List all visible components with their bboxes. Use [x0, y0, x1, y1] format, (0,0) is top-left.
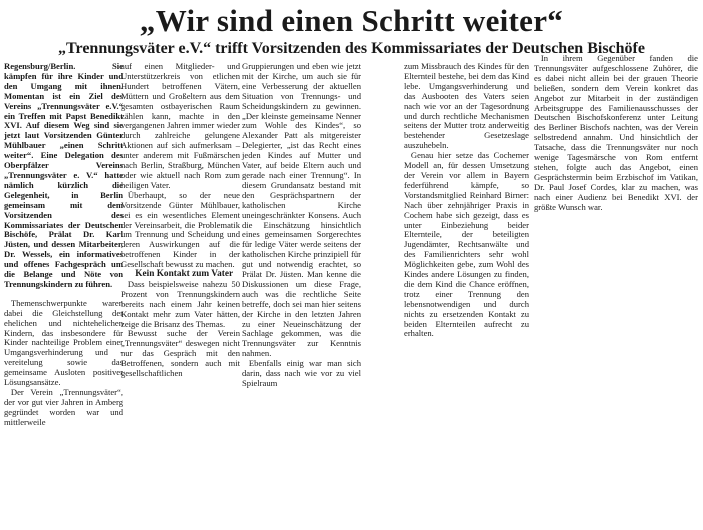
article-headline: „Wir sind einen Schritt weiter“ — [139, 3, 564, 38]
article-column-4 — [404, 62, 529, 339]
section-subhead: Kein Kontakt zum Vater — [135, 269, 234, 280]
body-paragraph: Bewusst suche der Verein „Trennungsväter“ deswegen nicht nur das Gespräch mit den Betroffenen, sondern auch mit gesellschaftlichen — [121, 328, 240, 379]
body-paragraph: Dass beispielsweise nahezu 50 Prozent von Trennungskindern bereits nach einem Jahr keinen Kontakt mehr zum Vater hätten, zeige die Brisanz des Themas. — [121, 278, 240, 329]
body-paragraph: Überhaupt, so der neue Vorsitzende Günter Mühlbauer, sei es ein wesentliches Element der Vereinsarbeit, die Problematik um Trennung und Scheidung und deren Auswirkungen auf die betroffenen Kinder in der Gesellschaft bewusst zu machen. — [121, 189, 240, 270]
article-column-1 — [4, 62, 123, 428]
lead-paragraph: Regensburg/Berlin. Sie kämpfen für ihre Kinder und den Umgang mit ihnen. Momentan ist ein Ziel des Vereins „Trennungsväter e.V.“ ein Treffen mit Papst Benedikt XVI. Auf diesem Weg sind sie jetzt laut Vorsitzenden Günter Mühlbauer „einen Schritt weiter“. Eine Delegation des Oberpfälzer Vereins „Trennungsväter e. V.“ hatte nämlich kürzlich die Gelegenheit, in Berlin gemeinsam mit dem Vorsitzenden des Kommissariates der Deutschen Bischöfe, Prälat Dr. Karl Jüsten, und dessen Mitarbeiter, Dr. Wessels, ein informatives und offenes Fachgespräch um die Belange und Nöte von Trennungskindern zu führen. — [4, 61, 123, 289]
body-paragraph: Genau hier setze das Cochemer Modell an, für dessen Umsetzung der Verein vor allem in Bayern federführend kämpfe, so Vorstandsmitglied Reinhard Birner: Nach über zehnjähriger Praxis in Cochem habe sich gezeigt, dass es unter Einbeziehung beider Elternteile, der beteiligten Jugendämter, Rechtsanwälte und des Familienrichters sehr wohl Möglichkeiten gebe, zum Wohl des Kindes andere Lösungen zu finden, die dem Kind die Chance eröffnen, trotz einer Trennung den lebensnotwendigen und durch nichts zu ersetzenden Kontakt zu beiden Elternteilen aufrecht zu erhalten. — [404, 150, 529, 339]
article-column-3 — [242, 62, 361, 389]
body-paragraph: Themenschwerpunkte waren dabei die Gleichstellung der ehelichen und nichtehelichen Kindern, das insbesondere für Kinder nachteilige Problem einer Umgangsverhinderung und -vereitelung sowie das gemeinsame Ausloten positiver Lösungsansätze. — [4, 297, 123, 388]
body-paragraph: Gruppierungen und eben wie jetzt mit der Kirche, um auch sie für eine Verbesserung der aktuellen Situation von Trennungs- und Scheidungskindern zu gewinnen. „Der kleinste gemeinsame Nenner zum Wohle des Kindes“, so Alexander Patt als mitgereister Delegierter, „ist das Recht eines jeden Kindes auf Mutter und Vater, auf beide Eltern auch und gerade nach einer Trennung“. In diesem Grundansatz bestand mit den Gesprächspartnern der katholischen Kirche uneingeschränkter Konsens. Auch die Einschätzung hinsichtlich eines gemeinsamen Sorgerechtes für ledige Väter werde seitens der katholischen Kirche prinzipiell für gut und notwendig erachtet, so Prälat Dr. Jüsten. Man kenne die Diskussionen um diese Frage, auch was die rechtliche Seite betreffe, doch sei man hier seitens der Kirche in den letzten Jahren zu einer Neueinschätzung der Sachlage gekommen, was die Trennungsväter zur Kenntnis nahmen. — [242, 61, 361, 359]
article-column-2 — [121, 62, 240, 379]
article-column-5 — [534, 54, 698, 213]
body-paragraph: In ihrem Gegenüber fanden die Trennungsväter aufgeschlossene Zuhörer, die es dabei nicht allein bei der grauen Theorie beließen, sondern dem Verein konkret das Angebot zur Mitarbeit in der zuständigen Arbeitsgruppe des Familienausschusses der Deutschen Bischofskonferenz unter Leitung des Berliner Bischofs nachten, was der Verein selbstredend annahm. Und hinsichtlich der Tatsache, dass die Trennungsväter nur noch wenige Tagesmärsche von Rom entfernt stehen, folgte auch das Angebot, einen Gesprächstermin beim Erzbischof im Vatikan, Dr. Paul Josef Cordes, klar zu machen, was nach einer Audienz bei Benedikt XVI. der größte Wunsch war. — [534, 53, 698, 212]
body-paragraph: zum Missbrauch des Kindes für den Elternteil bestehe, bei dem das Kind lebe. Umgangsverhinderung und das Ausbooten des Vaters seien nach wie vor an der Tagesordnung und durch rechtliche Mechanismen seitens der Mutter trotz anderweitig bestehender Gesetzeslage auszuhebeln. — [404, 61, 529, 151]
article-subheadline: „Trennungsväter e.V.“ trifft Vorsitzenden des Kommissariates der Deutschen Bischöfe — [58, 40, 645, 57]
body-paragraph: Ebenfalls einig war man sich darin, dass nach wie vor zu viel Spielraum — [242, 358, 361, 388]
body-paragraph: auf einen Mitglieder- und Unterstützerkreis von etlichen Hundert betroffenen Vätern, Müttern und Großeltern aus dem gesamten ostbayerischen Raum zählen kann, machte in den vergangenen Jahren immer wieder durch zahlreiche gelungene Aktionen auf sich aufmerksam – unter anderem mit Fußmärschen nach Berlin, Straßburg, München oder wie aktuell nach Rom zum heiligen Vater. — [121, 61, 240, 190]
body-paragraph: Der Verein „Trennungsväter“, der vor gut vier Jahren in Amberg gegründet worden war und mittlerweile — [4, 387, 123, 427]
